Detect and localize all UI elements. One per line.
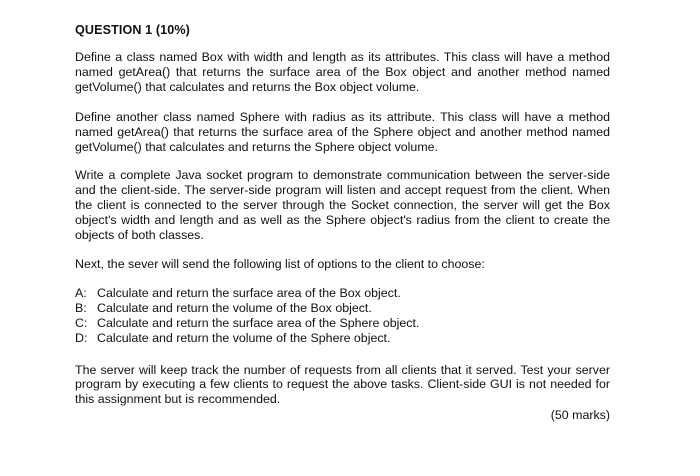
question-document (75, 22, 610, 423)
paragraph-box-class: Define a class named Box with width and length as its attributes. This class will have a method named getArea() that returns the surface area of the Box object and another method named getVolume() that calculates and returns the Box object volume. (75, 50, 610, 94)
option-text: Calculate and return the volume of the Sphere object. (97, 330, 391, 345)
option-letter: C: (75, 315, 88, 330)
paragraph-request-tracking: The server will keep track the number of requests from all clients that it served. Test your server program by executing a few clients to request the above tasks. Client-side GUI is not needed for this assignment but is recommended. (75, 362, 610, 407)
option-letter: A: (75, 285, 87, 300)
option-letter: D: (75, 330, 88, 345)
paragraph-socket-program: Write a complete Java socket program to demonstrate communication between the server-side and the client-side. The server-side program will listen and accept request from the client. When the client is connected to the server through the Socket connection, the server will get the Box object's width and length and as well as the Sphere object's radius from the client to create the objects of both classes. (75, 168, 610, 243)
option-text: Calculate and return the surface area of the Sphere object. (97, 315, 420, 330)
option-item (75, 301, 610, 316)
option-item (75, 331, 610, 346)
option-text: Calculate and return the volume of the Box object. (97, 300, 372, 315)
option-item (75, 316, 610, 331)
option-item (75, 286, 610, 301)
paragraph-options-intro: Next, the sever will send the following list of options to the client to choose: (75, 256, 485, 271)
marks-label: (50 marks) (550, 408, 610, 423)
option-letter: B: (75, 300, 87, 315)
option-text: Calculate and return the surface area of the Box object. (97, 285, 401, 300)
options-list (75, 286, 610, 346)
question-heading: QUESTION 1 (10%) (75, 23, 190, 37)
paragraph-sphere-class: Define another class named Sphere with radius as its attribute. This class will have a method named getArea() that returns the surface area of the Sphere object and another method named getVolume() that calculates and returns the Sphere object volume. (75, 109, 610, 154)
